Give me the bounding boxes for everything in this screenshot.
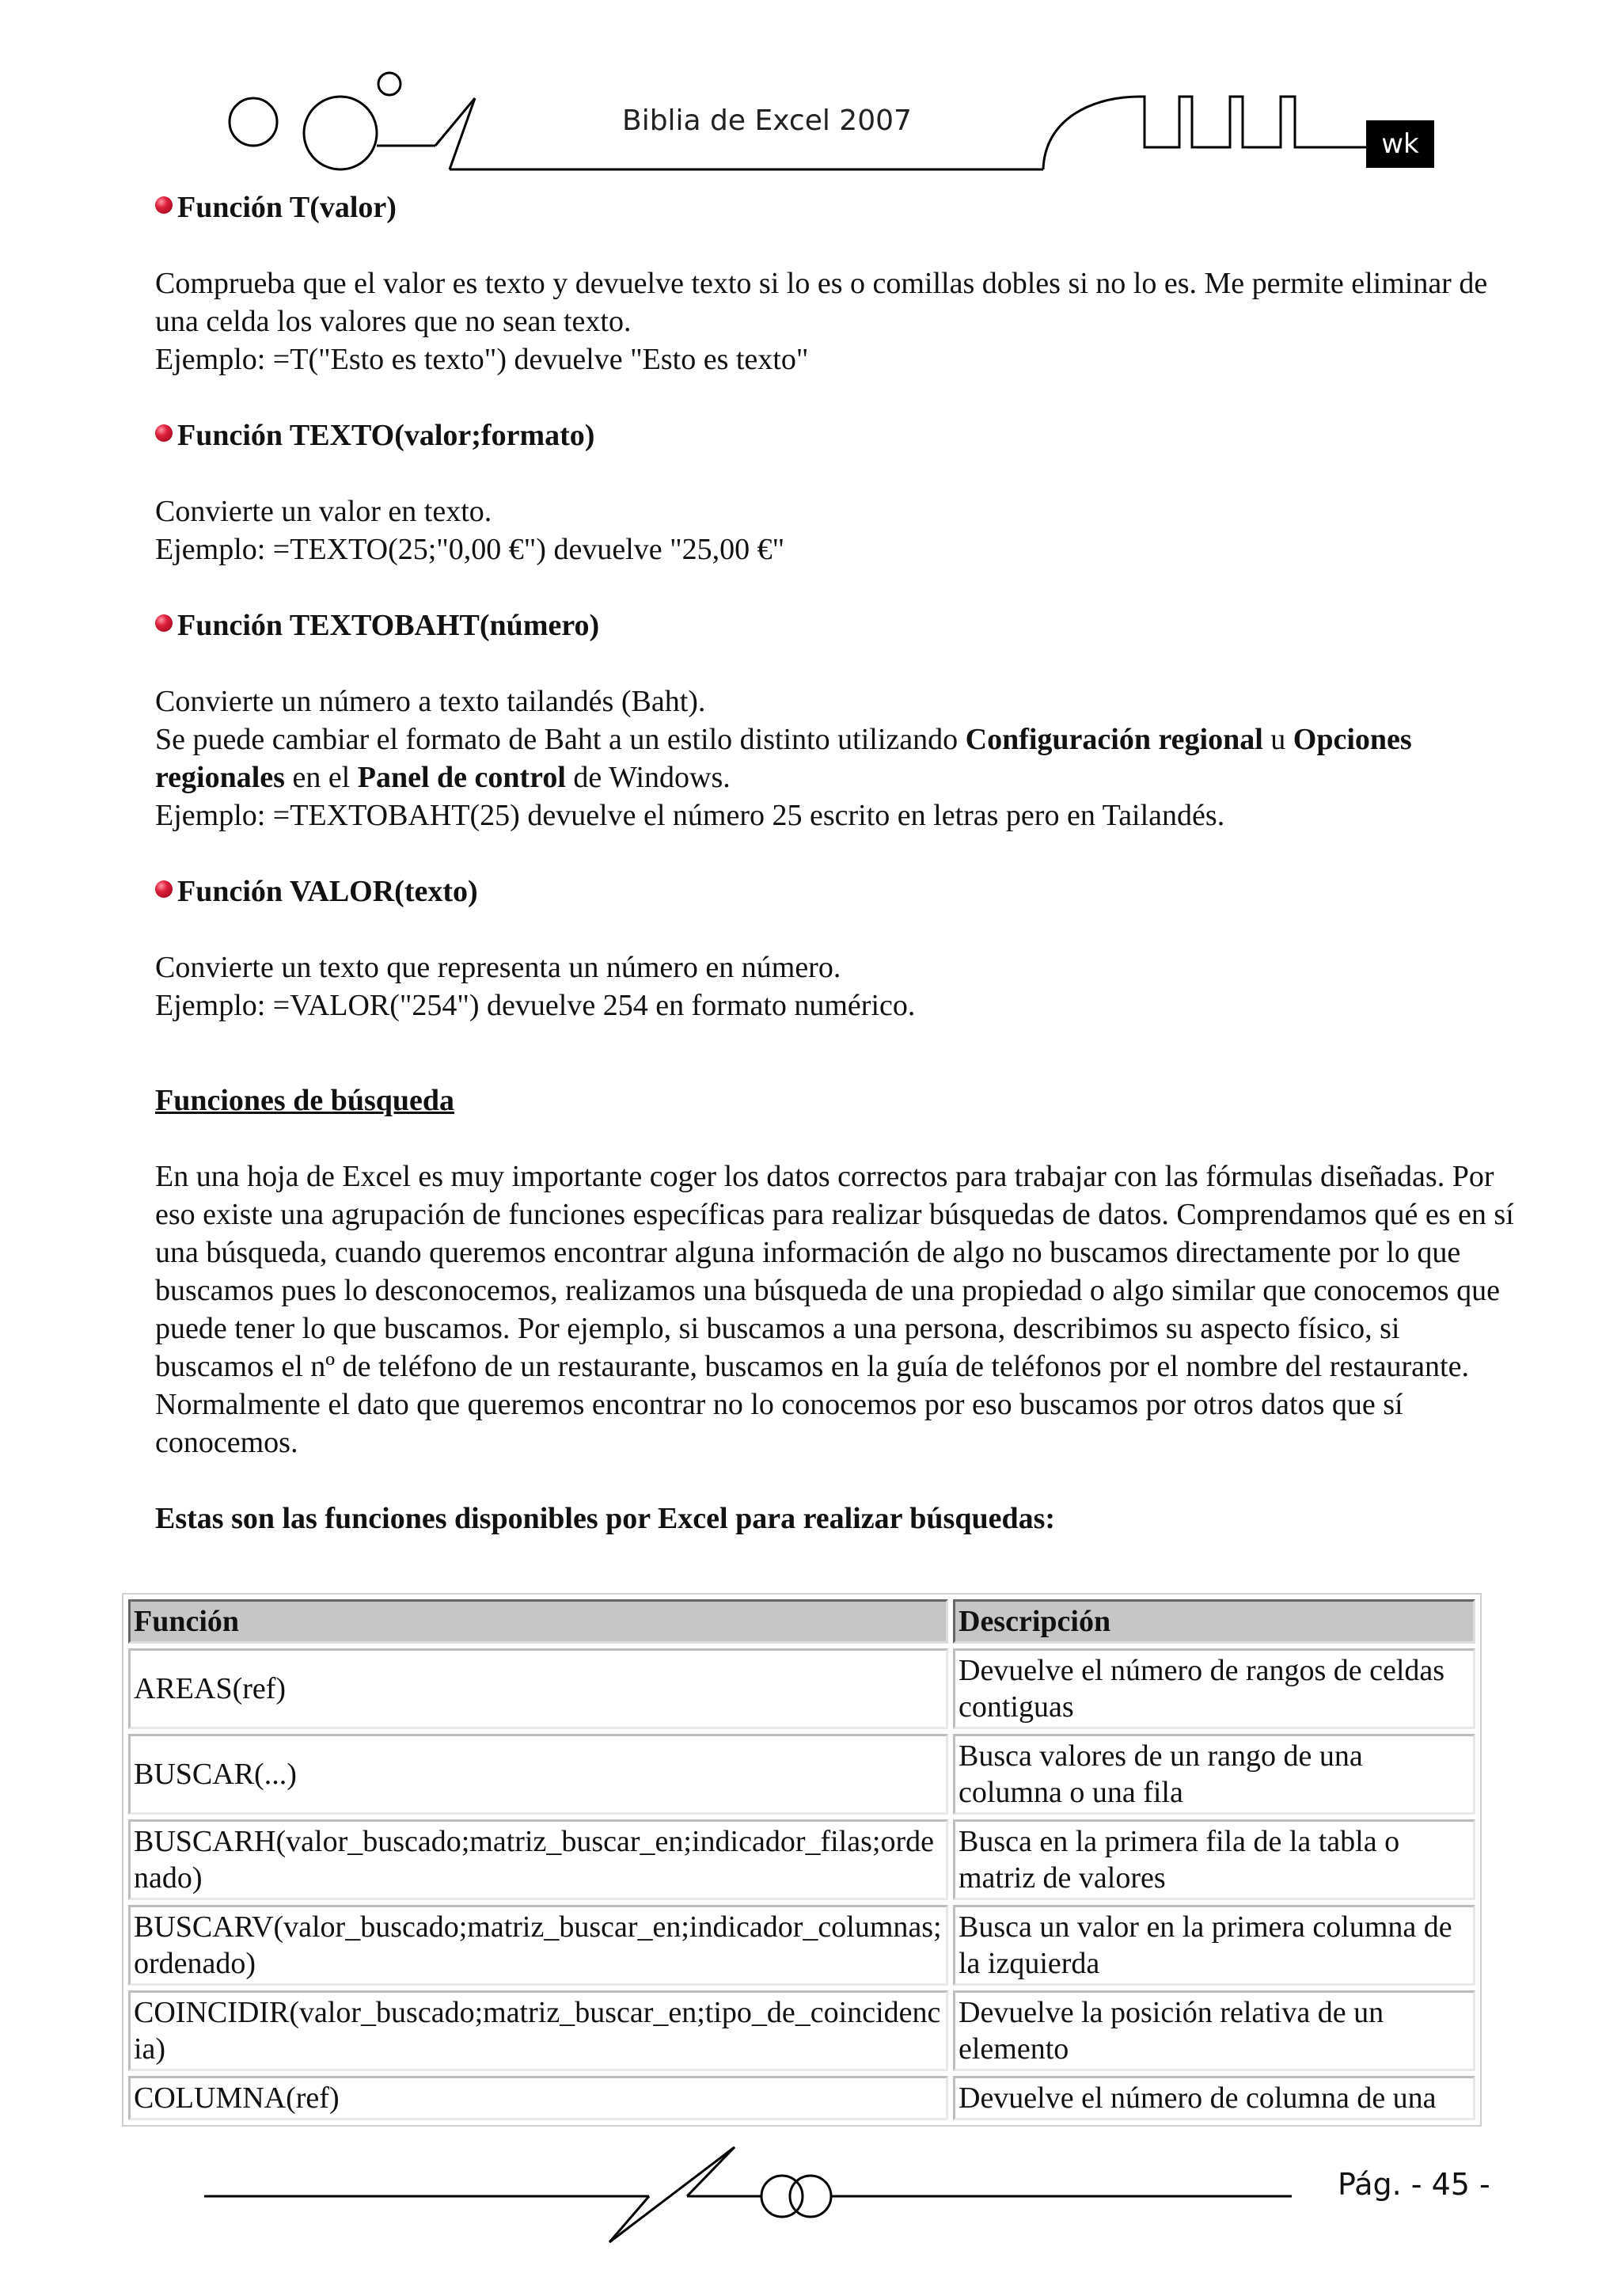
table-row [128,2076,1475,2120]
section-paragraph: En una hoja de Excel es muy importante coger los datos correctos para trabajar con las fórmulas diseñadas. Por eso existe una agrupación de funciones específicas para realizar búsquedas de datos. Comprendamos qué es en sí una búsqueda, cuando queremos encontrar alguna información de algo no buscamos directamente por lo que buscamos pues lo desconocemos, realizamos una búsqueda de una propiedad o algo similar que conocemos que puede tener lo que buscamos. Por ejemplo, si buscamos a una persona, describimos su aspecto físico, si buscamos el nº de teléfono de un restaurante, buscamos en la guía de teléfonos por el nombre del restaurante. Normalmente el dato que queremos encontrar no lo conocemos por eso buscamos por otros datos que sí conocemos. [155,1160,1514,1459]
function-name-cell: COLUMNA(ref) [128,2076,948,2120]
header-title: Biblia de Excel 2007 [622,105,912,137]
function-heading [155,188,1517,226]
page-number: Pág. - 45 - [1338,2167,1490,2202]
function-desc-cell: Busca en la primera fila de la tabla o matriz de valores [953,1819,1475,1900]
function-description: Convierte un valor en texto. [155,495,492,528]
page-content [155,188,1517,1538]
function-title: Función T(valor) [177,191,397,224]
functions-table [122,1593,1482,2127]
function-name-cell: BUSCAR(...) [128,1734,948,1815]
function-description: Convierte un número a texto tailandés (Baht). [155,685,706,718]
setting-name: Panel de control [357,761,566,794]
table-header-row [128,1599,1475,1644]
function-name-cell: COINCIDIR(valor_buscado;matriz_buscar_en;tipo_de_coincidencia) [128,1990,948,2071]
setting-name: Opciones regionales [155,723,1412,794]
bullet-icon [155,614,173,632]
function-example: Ejemplo: =T("Esto es texto") devuelve "Esto es texto" [155,343,809,376]
function-description: Convierte un texto que representa un número en número. [155,951,841,984]
function-title: Función TEXTO(valor;formato) [177,419,595,452]
bullet-icon [155,424,173,442]
table-header-cell: Función [128,1599,948,1644]
function-title: Función VALOR(texto) [177,875,478,908]
section-title: Funciones de búsqueda [155,1084,455,1117]
function-desc-cell: Devuelve el número de rangos de celdas contiguas [953,1648,1475,1729]
table-row [128,1819,1475,1900]
setting-name: Configuración regional [965,723,1263,756]
table-intro: Estas son las funciones disponibles por Excel para realizar búsquedas: [155,1502,1056,1535]
function-heading [155,606,1517,644]
bullet-icon [155,196,173,214]
function-desc-cell: Busca un valor en la primera columna de la izquierda [953,1905,1475,1986]
function-example: Ejemplo: =VALOR("254") devuelve 254 en formato numérico. [155,989,916,1022]
function-name-cell: BUSCARH(valor_buscado;matriz_buscar_en;indicador_filas;ordenado) [128,1819,948,1900]
table-row [128,1734,1475,1815]
table-row [128,1990,1475,2071]
function-name-cell: AREAS(ref) [128,1648,948,1729]
function-example: Ejemplo: =TEXTO(25;"0,00 €") devuelve "25,00 €" [155,533,785,566]
function-example: Ejemplo: =TEXTOBAHT(25) devuelve el número 25 escrito en letras pero en Tailandés. [155,799,1225,832]
header-badge: wk [1366,120,1434,168]
function-heading [155,416,1517,454]
table-row [128,1905,1475,1986]
bullet-icon [155,880,173,898]
function-desc-cell: Devuelve la posición relativa de un elemento [953,1990,1475,2071]
function-desc-cell: Devuelve el número de columna de una [953,2076,1475,2120]
function-title: Función TEXTOBAHT(número) [177,609,600,642]
table-header-cell: Descripción [953,1599,1475,1644]
function-heading [155,872,1517,910]
function-desc-cell: Busca valores de un rango de una columna o una fila [953,1734,1475,1815]
table-row [128,1648,1475,1729]
function-note: Se puede cambiar el formato de Baht a un estilo distinto utilizando Configuración regional u Opciones regionales en el Panel de control de Windows. [155,723,1412,794]
function-description: Comprueba que el valor es texto y devuelve texto si lo es o comillas dobles si no lo es. Me permite eliminar de una celda los valores que no sean texto. [155,267,1488,338]
function-name-cell: BUSCARV(valor_buscado;matriz_buscar_en;indicador_columnas;ordenado) [128,1905,948,1986]
